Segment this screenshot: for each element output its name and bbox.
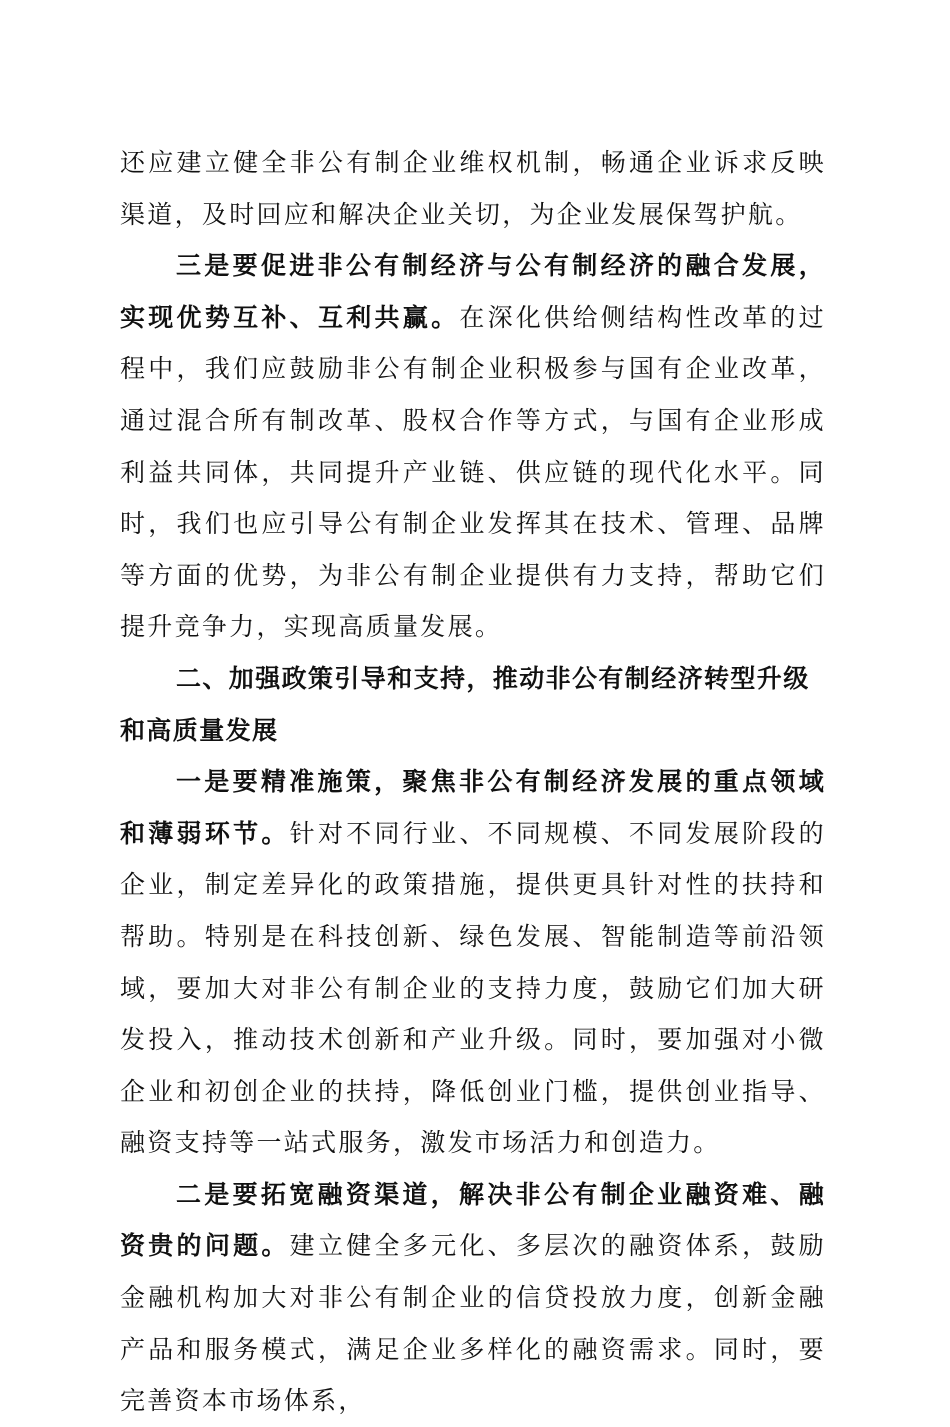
- paragraph-lead: 三是要促进非公有制经济与公有制经济的融合发展，实现优势互补、互利共赢。: [120, 251, 826, 332]
- paragraph-text: 在深化供给侧结构性改革的过程中，我们应鼓励非公有制企业积极参与国有企业改革，通过混合所有制改革、股权合作等方式，与国有企业形成利益共同体，共同提升产业链、供应链的现代化水平。同时，我们也应引导公有制企业发挥其在技术、管理、品牌等方面的优势，为非公有制企业提供有力支持，帮助它们提升竞争力，实现高质量发展。: [120, 302, 826, 642]
- paragraph-text: 还应建立健全非公有制企业维权机制，畅通企业诉求反映渠道，及时回应和解决企业关切，为企业发展保驾护航。: [120, 148, 826, 229]
- section-heading: 二、加强政策引导和支持，推动非公有制经济转型升级和高质量发展: [120, 663, 810, 745]
- paragraph-point-three: [120, 240, 826, 653]
- paragraph-point-two: [120, 1169, 826, 1427]
- paragraph-continued: [120, 137, 826, 240]
- paragraph-lead: 二是要拓宽融资渠道，解决非公有制企业融资难、融资贵的问题。: [120, 1179, 826, 1261]
- paragraph-lead: 一是要精准施策，聚焦非公有制经济发展的重点领域和薄弱环节。: [120, 767, 826, 848]
- paragraph-text: 针对不同行业、不同规模、不同发展阶段的企业，制定差异化的政策措施，提供更具针对性的扶持和帮助。特别是在科技创新、绿色发展、智能制造等前沿领域，要加大对非公有制企业的支持力度，鼓励它们加大研发投入，推动技术创新和产业升级。同时，要加强对小微企业和初创企业的扶持，降低创业门槛，提供创业指导、融资支持等一站式服务，激发市场活力和创造力。: [120, 818, 826, 1158]
- paragraph-point-one: [120, 756, 826, 1169]
- paragraph-text: 建立健全多元化、多层次的融资体系，鼓励金融机构加大对非公有制企业的信贷投放力度，创新金融产品和服务模式，满足企业多样化的融资需求。同时，要完善资本市场体系，: [120, 1231, 826, 1416]
- document-body: [120, 137, 826, 1427]
